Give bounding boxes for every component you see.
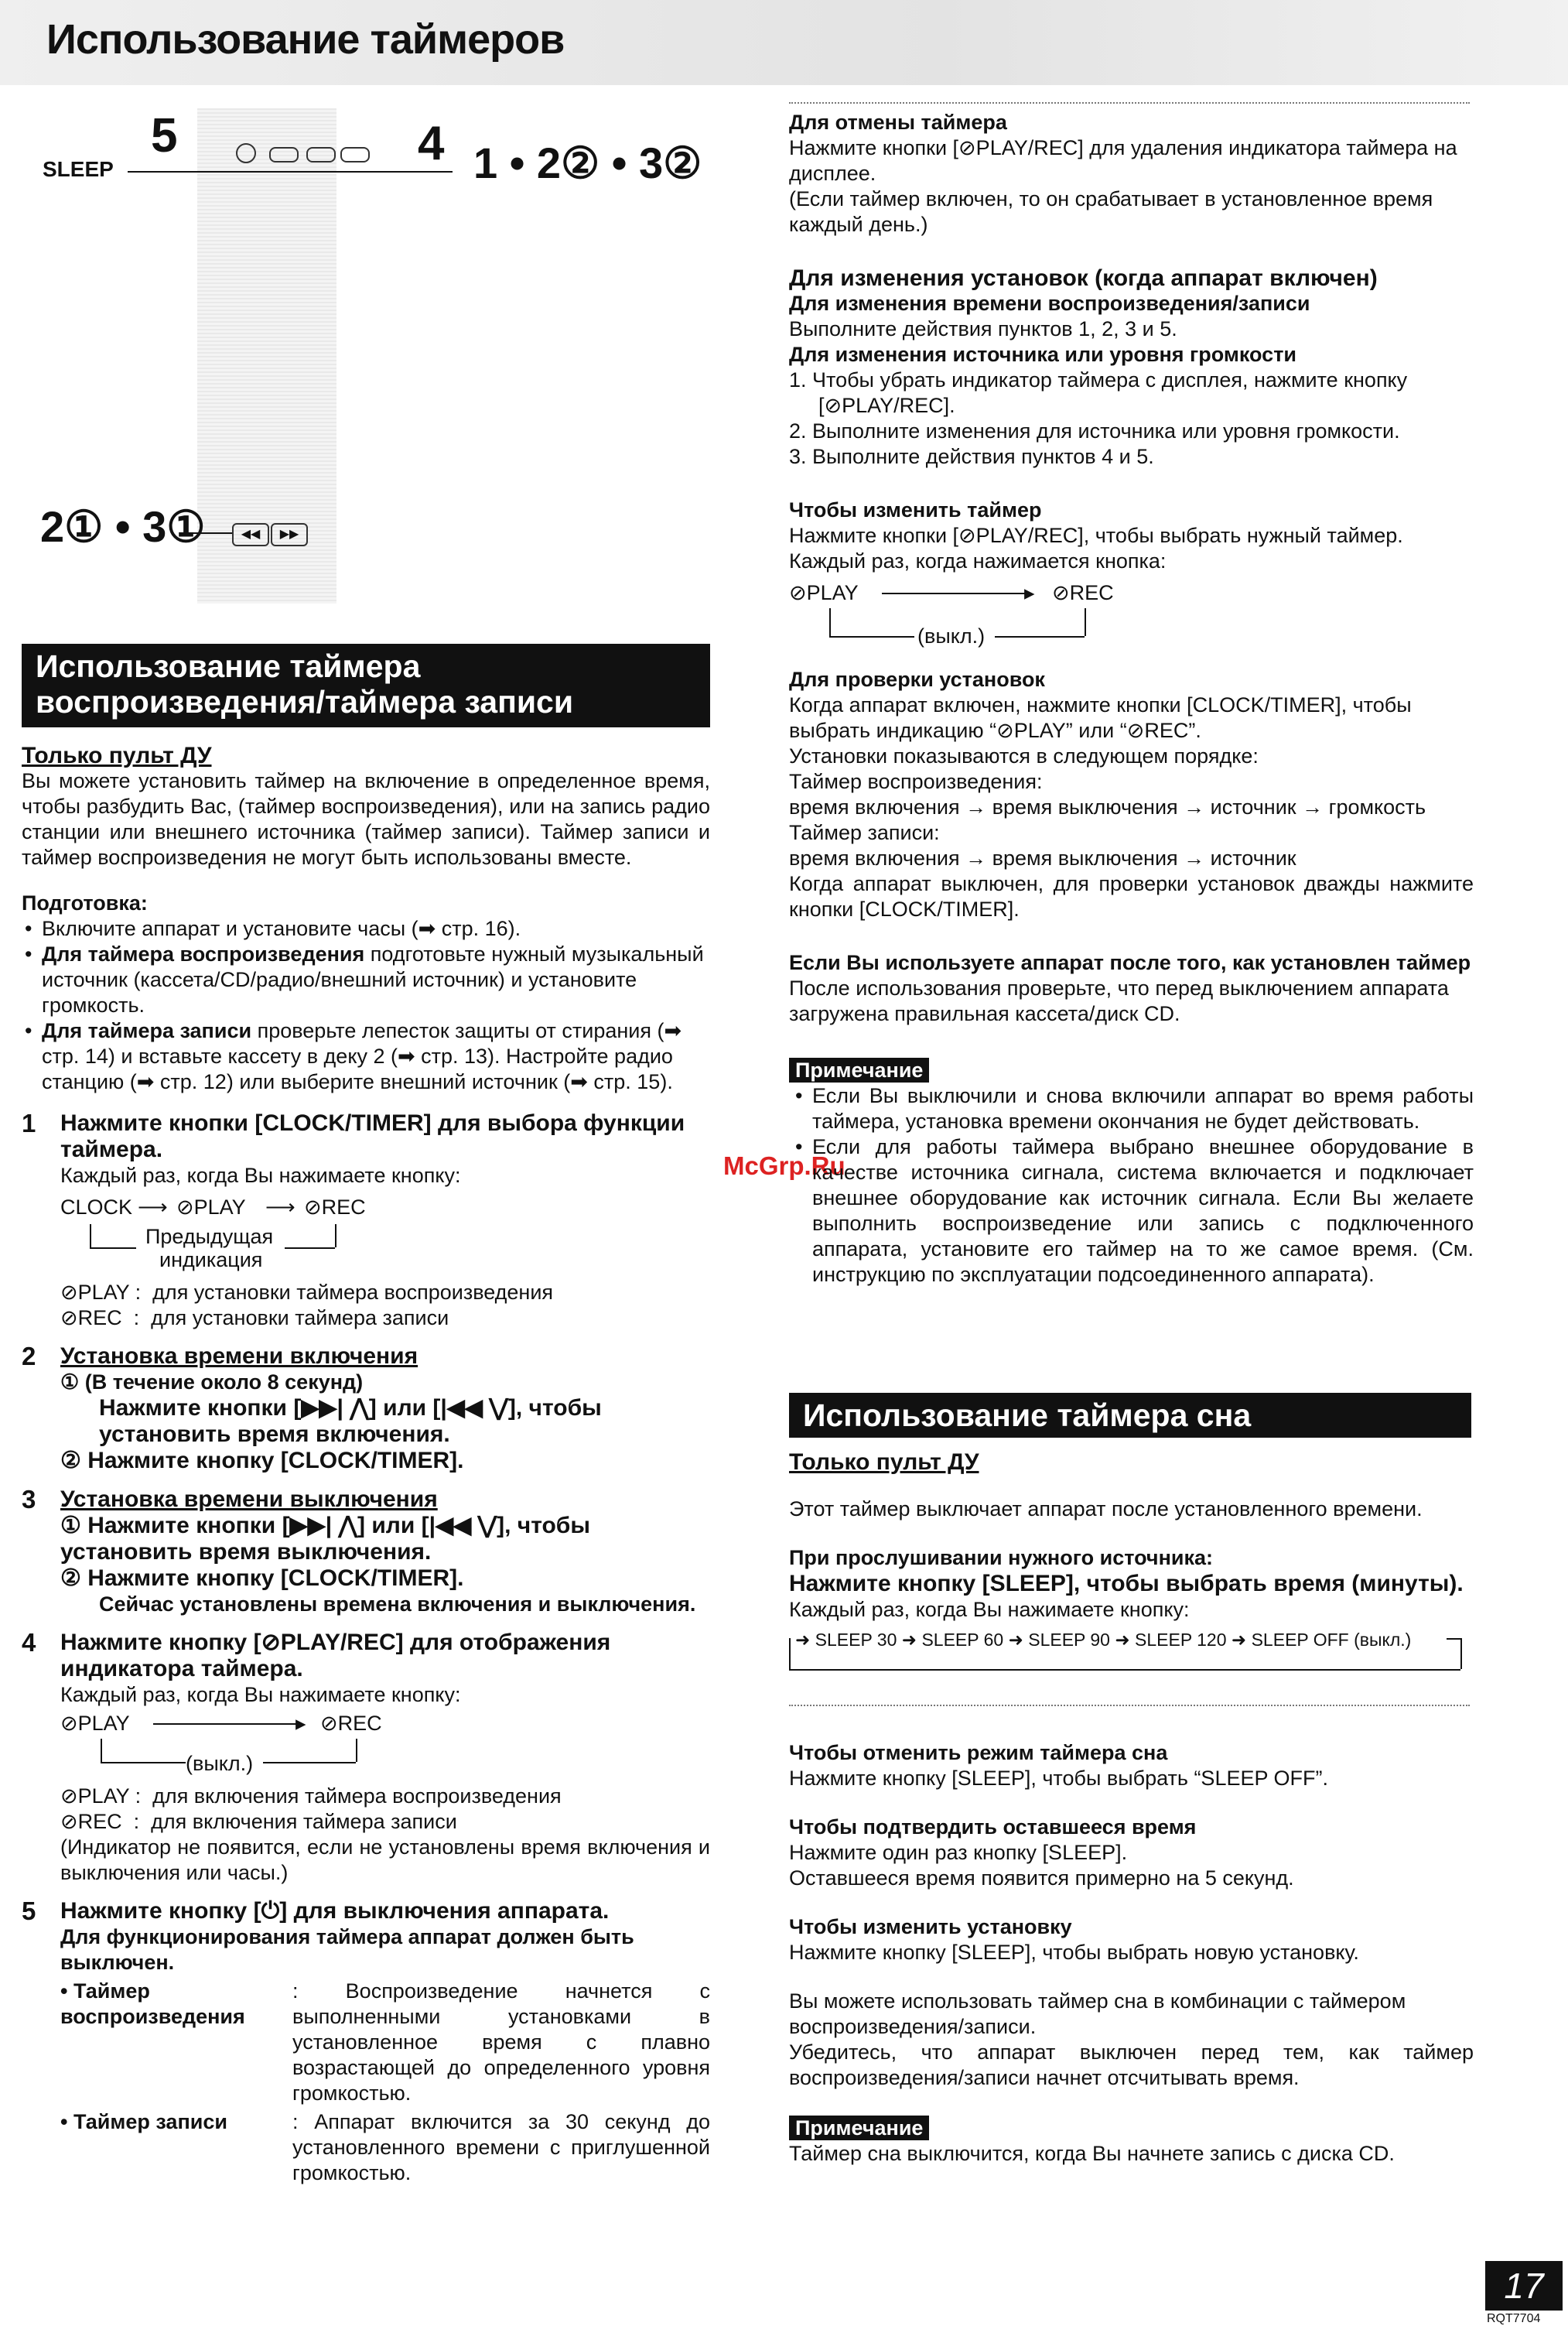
play-rec-button-icon (340, 147, 370, 162)
change-time-title: Для изменения времени воспроизведения/записи (789, 292, 1310, 315)
step-sub: ① (В течение около 8 секунд) (60, 1370, 364, 1394)
return-line (789, 1669, 1460, 1671)
step-sub: Для функционирования таймера аппарат должен быть выключен. (60, 1925, 634, 1974)
change-src-item: 2. Выполните изменения для источника или уровня громкости. (789, 419, 1400, 443)
divider (789, 1705, 1470, 1706)
step-2 (22, 1343, 710, 1474)
only-remote-label: Только пульт ДУ (789, 1449, 979, 1475)
use-text: После использования проверьте, что перед выключением аппарата загружена правильная кассета/диск CD. (789, 977, 1449, 1025)
watermark: McGrp.Ru (723, 1151, 845, 1180)
cancel-note: (Если таймер включен, то он срабатывает в установленное время каждый день.) (789, 187, 1433, 236)
step-title: Установка времени включения (60, 1343, 418, 1369)
intro-text: Вы можете установить таймер на включение в определенное время, чтобы разбудить Вас, (таймер воспроизведения), или на запись радио станции или внешнего источника (таймер записи). Таймер записи и таймер воспроизведения не могут быть использованы вместе. (22, 769, 710, 869)
step-5 (22, 1898, 710, 2186)
play-desc: ⊘PLAY : для включения таймера воспроизведения (60, 1784, 562, 1808)
sleep-option: SLEEP 120 (1135, 1630, 1227, 1650)
note-label: Примечание (789, 2116, 929, 2140)
clock-timer-button-icon (306, 147, 336, 162)
play-desc: ⊘PLAY : для установки таймера воспроизведения (60, 1281, 554, 1304)
arrow-line (882, 593, 1029, 594)
arrow-icon: ➜ (901, 1630, 922, 1650)
check-text: время включения → время выключения → источник (789, 847, 1296, 870)
indicator-note: (Индикатор не появится, если не установлены время включения и выключения или часы.) (60, 1835, 710, 1884)
prep-item: • Включите аппарат и установите часы (➡ стр. 16). (42, 916, 710, 942)
return-line (263, 1762, 356, 1763)
cancel-title: Для отмены таймера (789, 111, 1007, 134)
rec-desc: ⊘REC : для установки таймера записи (60, 1306, 449, 1329)
arrow-icon: ▸ (295, 1712, 306, 1735)
flow-prev: Предыдущая (145, 1225, 274, 1248)
skip-forward-button-icon: ▶▶ (271, 523, 308, 546)
sleep-option: SLEEP 60 (921, 1630, 1004, 1650)
switch-text: Нажмите кнопки [⊘PLAY/REC], чтобы выбрать нужный таймер. Каждый раз, когда нажимается кнопка: (789, 524, 1403, 573)
arrow-line (153, 1723, 300, 1725)
prep-item: • Для таймера воспроизведения подготовьте нужный музыкальный источник (кассета/CD/радио/внешний источник) и установите громкость. (42, 942, 710, 1018)
sleep-when: При прослушивании нужного источника: (789, 1546, 1214, 1569)
flow-clock: CLOCK (60, 1195, 133, 1219)
flow-rec: ⊘REC (304, 1195, 366, 1219)
check-text: Когда аппарат выключен, для проверки установок дважды нажмите кнопки [CLOCK/TIMER]. (789, 872, 1474, 921)
return-line (829, 636, 914, 638)
step-text: Каждый раз, когда Вы нажимаете кнопку: (60, 1683, 461, 1706)
sequence-bottom: 2① • 3① (40, 502, 206, 551)
timer-row (60, 2109, 710, 2186)
left-column (22, 743, 710, 2186)
return-line (1447, 1638, 1460, 1640)
prep-title: Подготовка: (22, 891, 148, 915)
switch-flow-diagram (789, 580, 1474, 650)
step-sub: Сейчас установлены времена включения и выключения. (99, 1592, 696, 1616)
flow-off: (выкл.) (186, 1752, 254, 1775)
change-src-item: 1. Чтобы убрать индикатор таймера с дисплея, нажмите кнопку [⊘PLAY/REC]. (789, 368, 1408, 417)
arrow-icon: ⟶ (138, 1195, 168, 1219)
sleep-step: Нажмите кнопку [SLEEP], чтобы выбрать время (минуты). (789, 1571, 1464, 1596)
timer-desc: : Воспроизведение начнется с выполненными установками в установленное время с плавно возрастающей до определенного уровня громкостью. (292, 1979, 710, 2105)
sleep-line (128, 171, 453, 173)
sleep-combo-text: Убедитесь, что аппарат выключен перед тем, как таймер воспроизведения/записи начнет отсчитывать время. (789, 2040, 1474, 2089)
sequence-top: 1 • 2② • 3② (473, 139, 702, 187)
note-item: • Если для работы таймера выбрано внешнее оборудование в качестве источника сигнала, система включается и подключает внешнее оборудование как источник сигнала. Если Вы желаете выполнить воспроизведение или запись с подключенного аппарата, установите его таймер на то же самое время. (См. инструкцию по эксплуатации подсоединенного аппарата). (812, 1134, 1474, 1288)
right-column-sleep (789, 1449, 1474, 2167)
use-title: Если Вы используете аппарат после того, как установлен таймер (789, 951, 1471, 974)
sleep-change-title: Чтобы изменить установку (789, 1915, 1072, 1938)
step-title: Нажмите кнопки [CLOCK/TIMER] для выбора функции таймера. (60, 1110, 685, 1162)
timer-label: • Таймер воспроизведения (60, 1979, 245, 2028)
step-number: 4 (22, 1628, 36, 1657)
change-time-text: Выполните действия пунктов 1, 2, 3 и 5. (789, 317, 1177, 340)
timer-row (60, 1979, 710, 2106)
return-line (1085, 608, 1086, 636)
step-number: 3 (22, 1485, 36, 1514)
arrow-icon: ➜ (795, 1630, 815, 1650)
flow-play: ⊘PLAY (176, 1195, 246, 1219)
return-line (829, 608, 831, 636)
check-text: время включения → время выключения → источник → громкость (789, 795, 1426, 819)
step-1 (22, 1110, 710, 1331)
note-label: Примечание (789, 1058, 929, 1083)
right-column-top (789, 110, 1474, 1288)
return-line (356, 1739, 357, 1762)
sleep-option: SLEEP 30 (815, 1630, 897, 1650)
flow-rec: ⊘REC (320, 1712, 382, 1735)
section-title-sleep (789, 1393, 1471, 1438)
timer-desc: : Аппарат включится за 30 секунд до установленного времени с приглушенной громкостью. (292, 2110, 710, 2184)
sleep-seq (795, 1627, 1411, 1653)
sleep-confirm-text: Нажмите один раз кнопку [SLEEP]. (789, 1841, 1128, 1864)
cancel-text: Нажмите кнопки [⊘PLAY/REC] для удаления индикатора таймера на дисплее. (789, 136, 1457, 185)
return-line (90, 1224, 91, 1247)
step-title: Нажмите кнопку [⊘PLAY/REC] для отображения индикатора таймера. (60, 1630, 611, 1681)
arrow-icon: ⟶ (265, 1195, 295, 1219)
sleep-intro: Этот таймер выключает аппарат после установленного времени. (789, 1497, 1423, 1520)
page-number: 17 (1485, 2261, 1563, 2311)
step-5-label: 5 (151, 109, 178, 162)
change-src-item: 3. Выполните действия пунктов 4 и 5. (789, 445, 1154, 468)
skip-line (186, 532, 232, 534)
note-item: • Если Вы выключили и снова включили аппарат во время работы таймера, установка времени окончания не будет действовать. (812, 1083, 1474, 1134)
switch-title: Чтобы изменить таймер (789, 498, 1042, 522)
sleep-change-text: Нажмите кнопку [SLEEP], чтобы выбрать новую установку. (789, 1941, 1359, 1964)
sleep-each: Каждый раз, когда Вы нажимаете кнопку: (789, 1598, 1190, 1621)
flow-rec: ⊘REC (1052, 581, 1114, 604)
section-title-text: Использование таймера сна (803, 1397, 1252, 1433)
sleep-note: Таймер сна выключится, когда Вы начнете запись с диска CD. (789, 2142, 1395, 2165)
note-list (789, 1083, 1474, 1288)
return-line (101, 1762, 186, 1763)
step-3 (22, 1486, 710, 1617)
change-title: Для изменения установок (когда аппарат включен) (789, 265, 1378, 291)
arrow-icon: ➜ (1115, 1630, 1136, 1650)
sleep-label: SLEEP (43, 157, 114, 181)
step-sub: Нажмите кнопки [▶▶| ⋀] или [|◀◀ ⋁], чтобы установить время включения. (99, 1395, 602, 1447)
check-text: Установки показываются в следующем порядке: (789, 744, 1259, 768)
return-line (789, 1638, 791, 1669)
check-title: Для проверки установок (789, 668, 1045, 691)
section-title-text: Использование таймера воспроизведения/таймера записи (36, 648, 574, 720)
step-text: Каждый раз, когда Вы нажимаете кнопку: (60, 1164, 461, 1187)
step-number: 1 (22, 1109, 36, 1137)
power-button-icon (236, 143, 256, 163)
arrow-icon: ➜ (1008, 1630, 1029, 1650)
return-line (335, 1224, 336, 1247)
sleep-confirm-title: Чтобы подтвердить оставшееся время (789, 1815, 1197, 1839)
arrow-icon: ➜ (1231, 1630, 1252, 1650)
flow-play: ⊘PLAY (789, 581, 859, 604)
sleep-option: SLEEP 90 (1028, 1630, 1110, 1650)
step-title: Нажмите кнопку [⏻] для выключения аппарата. (60, 1898, 610, 1924)
return-line (90, 1247, 136, 1249)
return-line (995, 636, 1085, 638)
prep-list (22, 916, 710, 1095)
sleep-combo-text: Вы можете использовать таймер сна в комбинации с таймером воспроизведения/записи. (789, 1989, 1406, 2038)
timer-label: • Таймер записи (60, 2110, 227, 2133)
step-sub: ② Нажмите кнопку [CLOCK/TIMER]. (60, 1565, 464, 1591)
arrow-icon: ▸ (1024, 581, 1035, 604)
step-4 (22, 1630, 710, 1886)
rec-desc: ⊘REC : для включения таймера записи (60, 1810, 457, 1833)
sleep-confirm-text: Оставшееся время появится примерно на 5 секунд. (789, 1866, 1294, 1890)
play-rec-flow-diagram (60, 1711, 710, 1773)
step-sub: ① Нажмите кнопки [▶▶| ⋀] или [|◀◀ ⋁], чтобы установить время выключения. (60, 1513, 590, 1565)
document-code: RQT7704 (1487, 2312, 1541, 2325)
change-src-title: Для изменения источника или уровня громкости (789, 343, 1297, 366)
prep-item: • Для таймера записи проверьте лепесток защиты от стирания (➡ стр. 14) и вставьте кассету в деку 2 (➡ стр. 13). Настройте радио станцию (➡ стр. 12) или выберите внешний источник (➡ стр. 15). (42, 1018, 710, 1095)
sleep-button-icon (269, 147, 299, 162)
step-number: 2 (22, 1342, 36, 1370)
step-sub: ② Нажмите кнопку [CLOCK/TIMER]. (60, 1448, 464, 1473)
sleep-cancel-title: Чтобы отменить режим таймера сна (789, 1741, 1168, 1764)
flow-play: ⊘PLAY (60, 1712, 130, 1735)
check-text: Таймер воспроизведения: (789, 770, 1043, 793)
step-title: Установка времени выключения (60, 1486, 438, 1512)
check-text: Таймер записи: (789, 821, 940, 844)
page-title: Использование таймеров (46, 16, 565, 63)
skip-back-button-icon: ◀◀ (232, 523, 269, 546)
clock-flow-diagram (60, 1195, 710, 1280)
sleep-option: SLEEP OFF (выкл.) (1251, 1630, 1412, 1650)
sleep-cancel-text: Нажмите кнопку [SLEEP], чтобы выбрать “SLEEP OFF”. (789, 1767, 1328, 1790)
return-line (101, 1739, 102, 1762)
sleep-flow-diagram (789, 1626, 1474, 1677)
check-text: Когда аппарат включен, нажмите кнопки [CLOCK/TIMER], чтобы выбрать индикацию “⊘PLAY” или “⊘REC”. (789, 693, 1412, 742)
section-title-playback-record (22, 644, 710, 727)
step-4-label: 4 (418, 117, 445, 170)
return-line (285, 1247, 335, 1249)
flow-off: (выкл.) (917, 624, 986, 648)
flow-prev2: индикация (159, 1248, 263, 1271)
only-remote-label: Только пульт ДУ (22, 743, 212, 768)
step-number: 5 (22, 1897, 36, 1925)
return-line (1460, 1638, 1462, 1669)
divider (789, 102, 1470, 104)
